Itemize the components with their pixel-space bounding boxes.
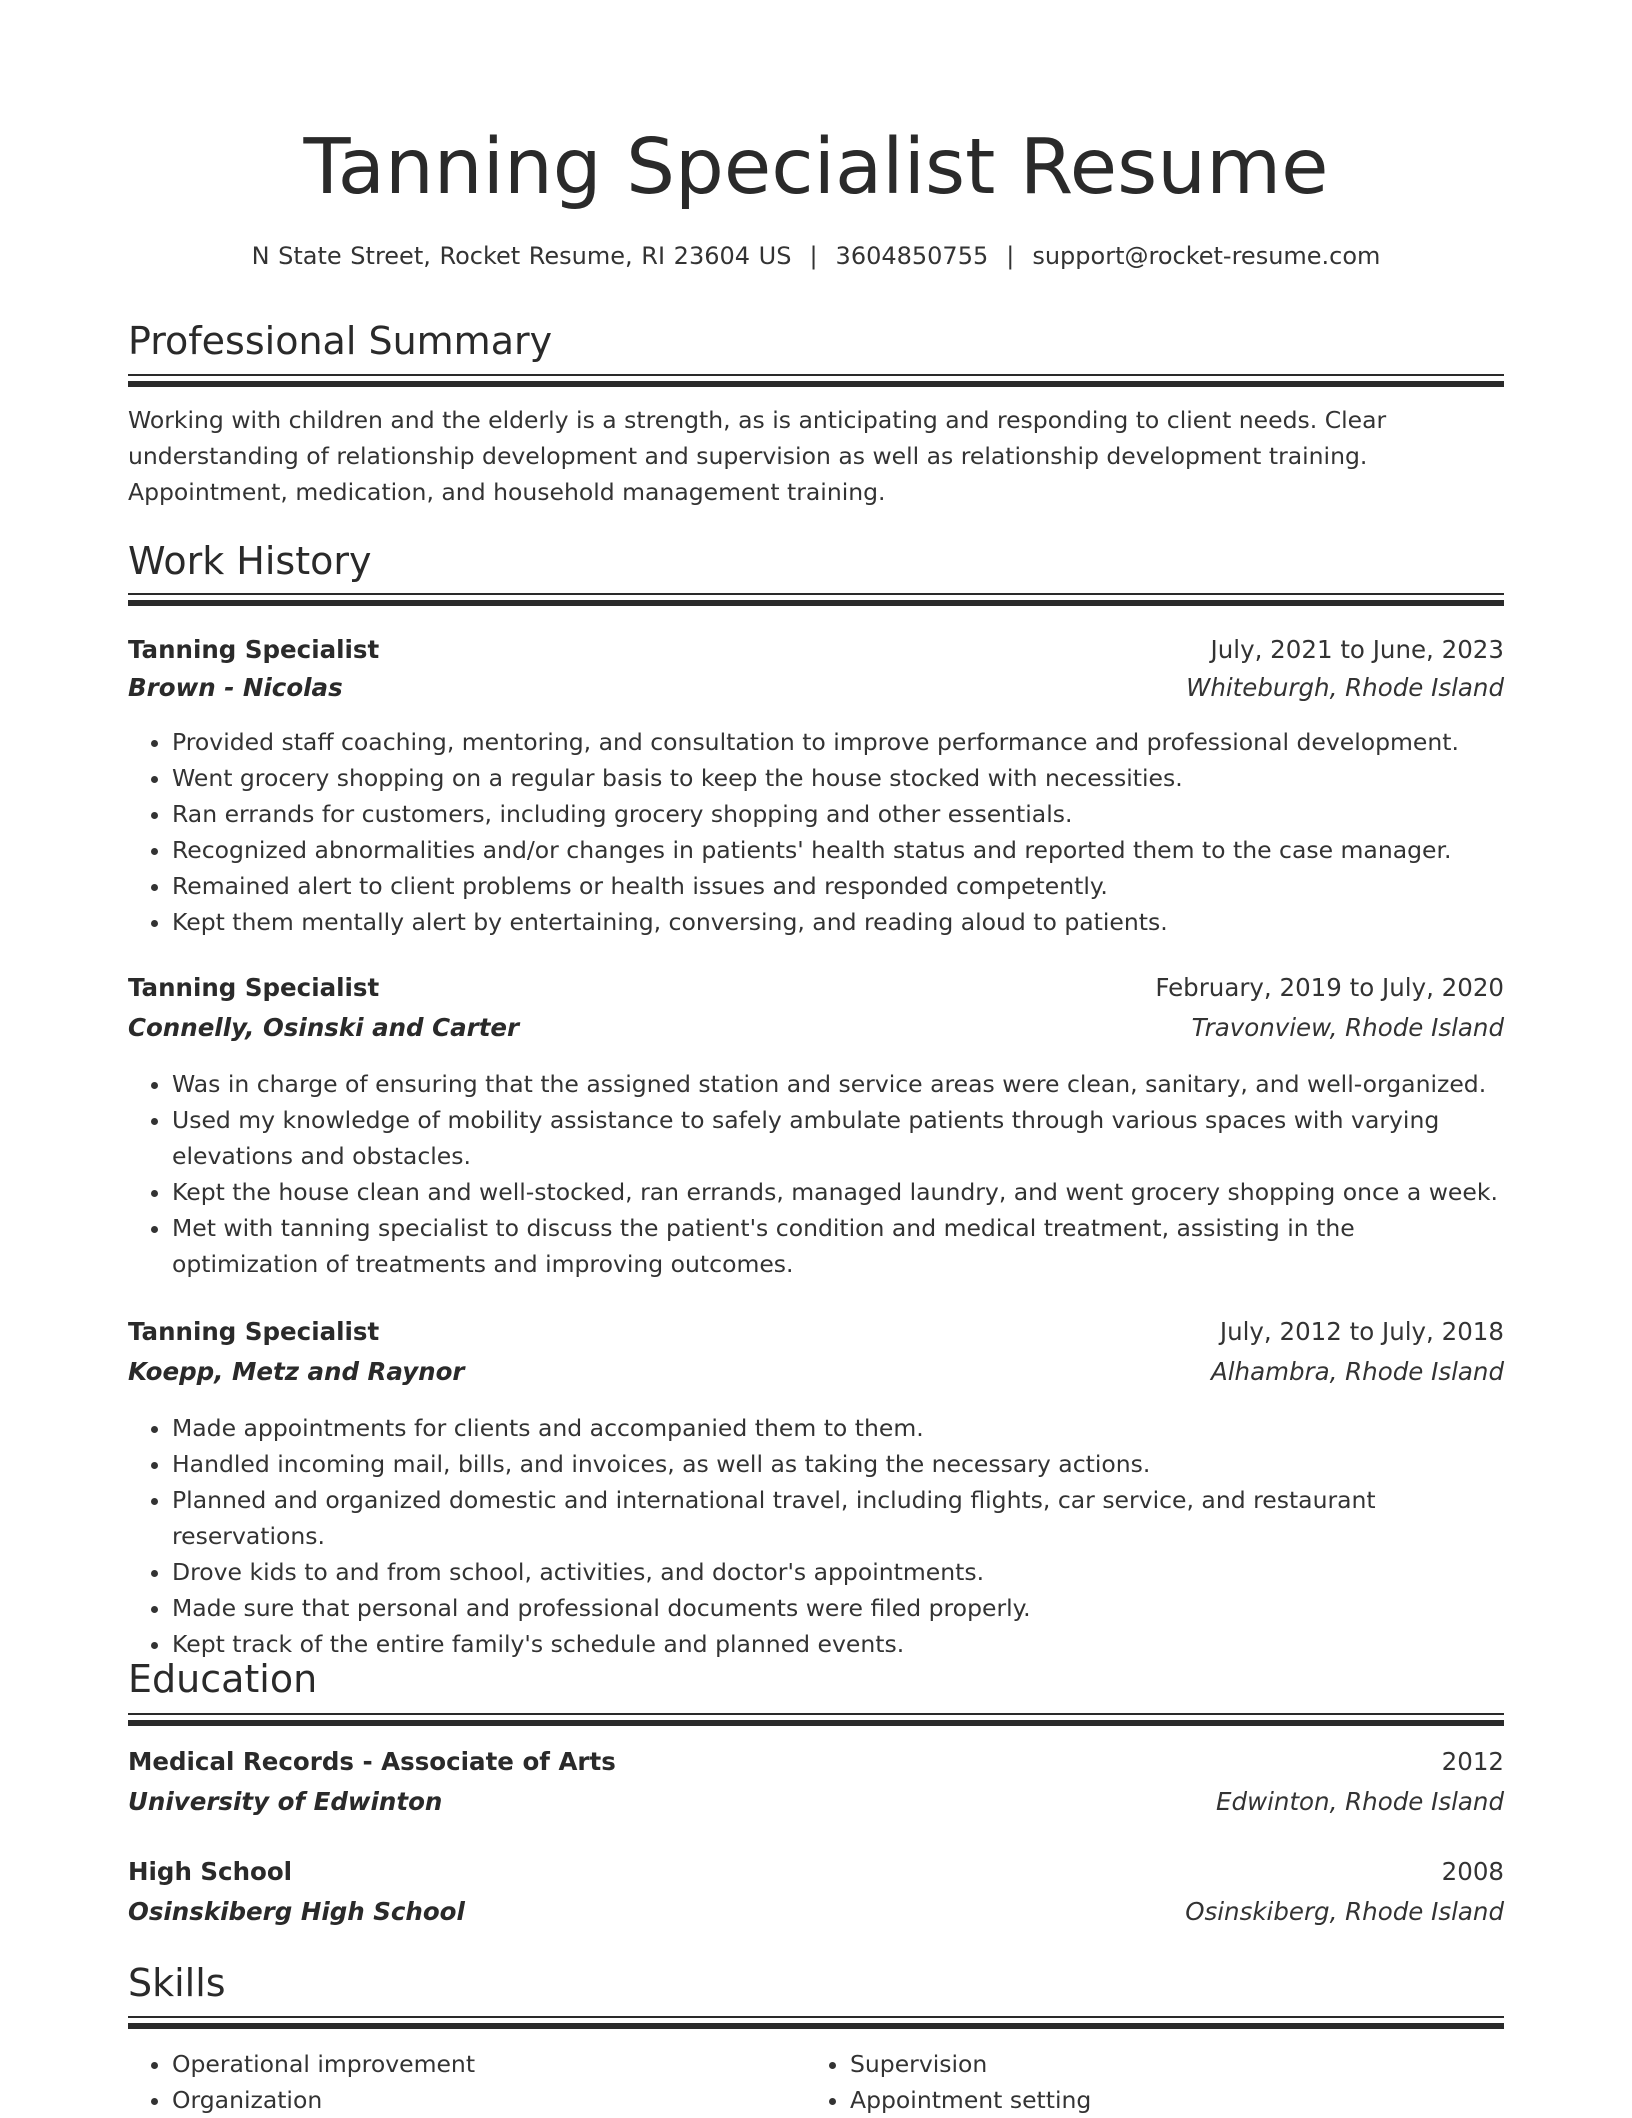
job-employer [128,1352,1504,1392]
job-dates: July, 2012 to July, 2018 [1219,1317,1504,1346]
list-item: • Ran errands for customers, including grocery shopping and other essentials. [172,796,1504,832]
list-item: • Recognized abnormalities and/or changes in patients' health status and reported them to the case manager. [172,832,1504,868]
resume-title: Tanning Specialist Resume [303,123,1329,212]
education-degree: High School [128,1857,293,1886]
list-item: • Drove kids to and from school, activities, and doctor's appointments. [172,1554,1504,1590]
list-item: • Planned and organized domestic and international travel, including flights, car service, and restaurant reservations. [172,1482,1504,1554]
list-item: • Provided staff coaching, mentoring, and consultation to improve performance and professional development. [172,724,1504,760]
list-item: • Used my knowledge of mobility assistance to safely ambulate patients through various spaces with varying elevations and obstacles. [172,1102,1504,1174]
skills-list-left [128,2046,808,2118]
education-school: University of Edwinton [128,1787,443,1816]
list-item: • Remained alert to client problems or health issues and responded competently. [172,868,1504,904]
education-degree: Medical Records - Associate of Arts [128,1747,616,1776]
job-header [128,968,1504,1008]
job-header [128,630,1504,670]
list-item: • Went grocery shopping on a regular basis to keep the house stocked with necessities. [172,760,1504,796]
contact-address: N State Street, Rocket Resume, RI 23604 US [251,242,792,270]
summary-heading: Professional Summary [128,319,553,363]
skill-item: • Organization [172,2082,808,2118]
job-header [128,1312,1504,1352]
list-item: • Made appointments for clients and accompanied them to them. [172,1410,1504,1446]
skill-item: • Operational improvement [172,2046,808,2082]
education-year: 2012 [1441,1747,1504,1776]
section-divider [128,593,1504,607]
job-dates: July, 2021 to June, 2023 [1210,635,1504,664]
job-title: Tanning Specialist [128,973,380,1002]
list-item: • Made sure that personal and professional documents were filed properly. [172,1590,1504,1626]
job-location: Travonview, Rhode Island [1191,1013,1504,1042]
contact-email: support@rocket-resume.com [1032,242,1381,270]
education-heading: Education [128,1657,318,1701]
job-bullets [128,1410,1504,1662]
list-item: • Was in charge of ensuring that the assigned station and service areas were clean, sanitary, and well-organized. [172,1066,1504,1102]
contact-line [128,238,1504,274]
list-item: • Kept the house clean and well-stocked, ran errands, managed laundry, and went grocery shopping once a week. [172,1174,1504,1210]
summary-text: Working with children and the elderly is a strength, as is anticipating and responding to client needs. Clear understanding of relationship development and supervision as well as relationship development training. Appointment, medication, and household management training. [128,406,1387,506]
education-header [128,1852,1504,1892]
education-location: Osinskiberg, Rhode Island [1185,1897,1504,1926]
section-divider [128,374,1504,388]
skill-item: • Supervision [850,2046,1486,2082]
education-year: 2008 [1441,1857,1504,1886]
contact-separator: | [1006,242,1015,270]
skill-item: • Appointment setting [850,2082,1486,2118]
list-item: • Met with tanning specialist to discuss the patient's condition and medical treatment, assisting in the optimization of treatments and improving outcomes. [172,1210,1504,1282]
education-school-row [128,1782,1504,1822]
contact-phone: 3604850755 [835,242,989,270]
contact-separator: | [809,242,818,270]
job-location: Whiteburgh, Rhode Island [1186,673,1504,702]
education-school-row [128,1892,1504,1932]
work-heading: Work History [128,539,372,583]
list-item: • Kept track of the entire family's schedule and planned events. [172,1626,1504,1662]
list-item: • Kept them mentally alert by entertaining, conversing, and reading aloud to patients. [172,904,1504,940]
skills-heading: Skills [128,1961,226,2005]
skills-list-right [806,2046,1486,2118]
education-location: Edwinton, Rhode Island [1216,1787,1504,1816]
job-bullets [128,1066,1504,1282]
job-company: Koepp, Metz and Raynor [128,1357,465,1386]
job-dates: February, 2019 to July, 2020 [1155,973,1504,1002]
section-divider [128,1713,1504,1727]
list-item: • Handled incoming mail, bills, and invoices, as well as taking the necessary actions. [172,1446,1504,1482]
job-company: Connelly, Osinski and Carter [128,1013,520,1042]
education-school: Osinskiberg High School [128,1897,465,1926]
job-employer [128,668,1504,708]
job-employer [128,1008,1504,1048]
job-title: Tanning Specialist [128,1317,380,1346]
education-header [128,1742,1504,1782]
job-title: Tanning Specialist [128,635,380,664]
job-location: Alhambra, Rhode Island [1210,1357,1504,1386]
section-divider [128,2016,1504,2030]
job-bullets [128,724,1504,940]
job-company: Brown - Nicolas [128,673,343,702]
